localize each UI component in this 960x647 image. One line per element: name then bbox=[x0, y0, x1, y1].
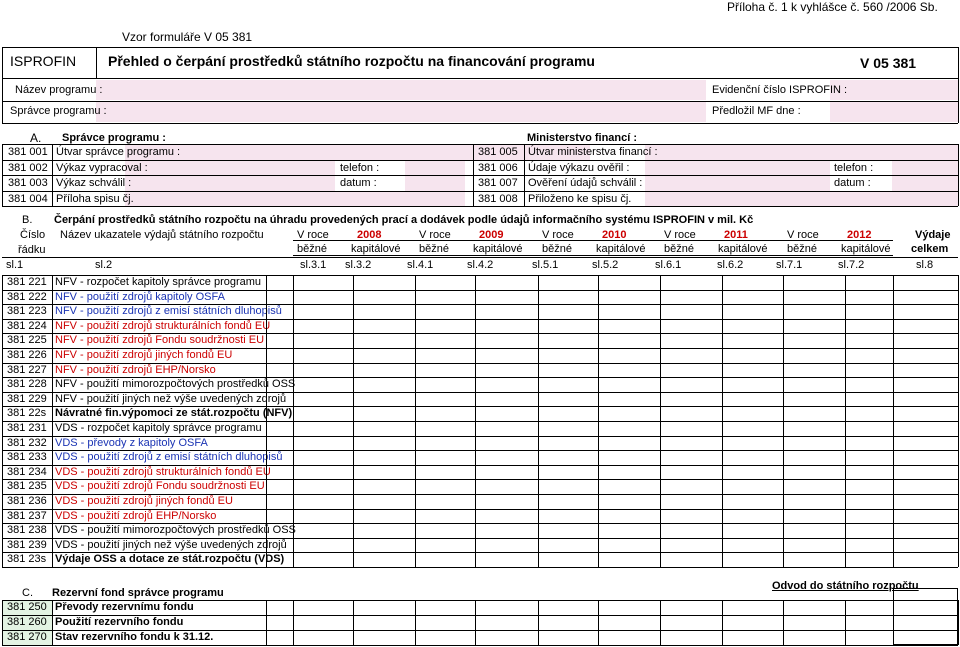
year-value: 2010 bbox=[602, 229, 627, 241]
year-value: 2009 bbox=[479, 229, 504, 241]
transfer-box[interactable] bbox=[893, 588, 958, 645]
total-cell[interactable] bbox=[893, 509, 958, 524]
section-a-code: 381 008 bbox=[478, 192, 518, 205]
system-name: ISPROFIN bbox=[10, 53, 77, 69]
row-label: VDS - použití zdrojů strukturálních fondů EU bbox=[55, 465, 271, 478]
section-a-code: 381 002 bbox=[8, 161, 48, 174]
total-cell[interactable] bbox=[893, 304, 958, 319]
total-cell[interactable] bbox=[893, 319, 958, 334]
row-label: NFV - použití zdrojů kapitoly OSFA bbox=[55, 290, 225, 303]
page-title: Přehled o čerpání prostředků státního rozpočtu na financování programu bbox=[108, 53, 595, 69]
sub-kapitalove: kapitálové bbox=[351, 243, 401, 255]
section-a-label: Výkaz vypracoval : bbox=[56, 161, 148, 174]
section-a-extra-field[interactable] bbox=[405, 160, 465, 176]
row-label: VDS - použití zdrojů jiných fondů EU bbox=[55, 495, 233, 507]
row-label: NFV - použití jiných než výše uvedených zdrojů bbox=[55, 392, 287, 405]
year-value: 2008 bbox=[357, 229, 382, 241]
total-cell[interactable] bbox=[893, 436, 958, 451]
section-a-left-title: Správce programu : bbox=[62, 132, 166, 144]
section-a-left-field[interactable] bbox=[125, 175, 335, 191]
evidence-no-label: Evidenční číslo ISPROFIN : bbox=[712, 84, 848, 96]
name-header: Název ukazatele výdajů státního rozpočtu bbox=[60, 229, 264, 241]
row-code: 381 231 bbox=[7, 422, 47, 434]
row-code: 381 239 bbox=[7, 538, 47, 551]
row-code: 381 224 bbox=[7, 319, 47, 332]
column-number: sl.2 bbox=[95, 259, 113, 271]
section-a-right-field[interactable] bbox=[645, 191, 958, 207]
row-code: 381 226 bbox=[7, 349, 47, 361]
total-cell[interactable] bbox=[893, 479, 958, 494]
submitted-field[interactable] bbox=[830, 102, 958, 122]
section-a-label: Příloha spisu čj. bbox=[56, 192, 134, 205]
row-label: NFV - použití zdrojů z emisí státních dluhopisů bbox=[55, 305, 282, 318]
row-code: 381 270 bbox=[7, 631, 47, 643]
row-code: 381 232 bbox=[7, 436, 47, 449]
section-a-label: Ověření údajů schválil : bbox=[528, 177, 643, 189]
form-template: Vzor formuláře V 05 381 bbox=[122, 30, 253, 44]
column-number: sl.4.2 bbox=[467, 259, 494, 271]
column-number: sl.4.1 bbox=[407, 259, 434, 271]
section-a-left-field[interactable] bbox=[125, 160, 335, 176]
row-code: 381 238 bbox=[7, 524, 47, 537]
section-a-label: Útvar ministerstva financí : bbox=[528, 146, 658, 158]
total-cell[interactable] bbox=[893, 290, 958, 305]
row-code: 381 227 bbox=[7, 363, 47, 376]
section-a-label: Přiloženo ke spisu čj. bbox=[528, 192, 632, 205]
sub-bezne: běžné bbox=[419, 243, 449, 255]
total-cell[interactable] bbox=[893, 465, 958, 480]
section-a-label: Útvar správce programu : bbox=[56, 146, 181, 158]
row-label: VDS - převody z kapitoly OSFA bbox=[55, 436, 208, 449]
row-label: NFV - použití mimorozpočtových prostředků OSS bbox=[55, 378, 296, 391]
row-label: Stav rezervního fondu k 31.12. bbox=[55, 631, 214, 643]
sub-kapitalove: kapitálové bbox=[473, 243, 523, 255]
column-number: sl.6.1 bbox=[655, 259, 682, 271]
column-number: sl.3.2 bbox=[345, 259, 372, 271]
row-label: VDS - použití zdrojů z emisí státních dluhopisů bbox=[55, 451, 283, 464]
section-a-right-field[interactable] bbox=[645, 160, 830, 176]
row-code: 381 222 bbox=[7, 290, 47, 303]
row-label: VDS - rozpočet kapitoly správce programu bbox=[55, 422, 262, 434]
section-a-code: 381 003 bbox=[8, 177, 48, 189]
row-label: NFV - rozpočet kapitoly správce programu bbox=[55, 276, 262, 288]
section-b-title: Čerpání prostředků státního rozpočtu na úhradu provedených prací a dodávek podle údajů informačního systému ISPROFIN v mil. Kč bbox=[54, 214, 754, 226]
row-code: 381 223 bbox=[7, 305, 47, 318]
row-label: NFV - použití zdrojů EHP/Norsko bbox=[55, 363, 216, 376]
section-a-extra-field[interactable] bbox=[405, 175, 465, 191]
section-a-extra-label: telefon : bbox=[834, 161, 874, 174]
total-cell[interactable] bbox=[893, 494, 958, 509]
year-prefix: V roce bbox=[419, 229, 451, 241]
row-label: VDS - použití zdrojů EHP/Norsko bbox=[55, 509, 217, 522]
section-a-right-field[interactable] bbox=[645, 175, 830, 191]
row-code: 381 236 bbox=[7, 495, 47, 507]
year-prefix: V roce bbox=[542, 229, 574, 241]
section-a-extra-label: telefon : bbox=[340, 161, 380, 174]
total-cell[interactable] bbox=[893, 538, 958, 553]
section-c-title: Rezervní fond správce programu bbox=[52, 587, 224, 599]
sub-kapitalove: kapitálové bbox=[596, 243, 646, 255]
sub-bezne: běžné bbox=[297, 243, 327, 255]
section-a-extra-field[interactable] bbox=[892, 160, 958, 176]
row-label: VDS - použití mimorozpočtových prostředků OSS bbox=[55, 524, 296, 537]
row-label: Návratné fin.výpomoci ze stát.rozpočtu (NFV) bbox=[55, 407, 293, 420]
row-code: 381 225 bbox=[7, 334, 47, 347]
column-number: sl.7.2 bbox=[838, 259, 865, 271]
section-a-right-title: Ministerstvo financí : bbox=[527, 132, 638, 144]
sub-kapitalove: kapitálové bbox=[841, 243, 891, 255]
total-cell[interactable] bbox=[893, 421, 958, 436]
row-code: 381 22s bbox=[7, 407, 47, 420]
row-label: NFV - použití zdrojů jiných fondů EU bbox=[55, 349, 233, 361]
row-label: Převody rezervnímu fondu bbox=[55, 601, 194, 613]
attachment-note: Příloha č. 1 k vyhlášce č. 560 /2006 Sb. bbox=[727, 0, 938, 14]
vydaje-header: Výdaje bbox=[915, 229, 951, 241]
section-a-extra-field[interactable] bbox=[892, 175, 958, 191]
row-label: Výdaje OSS a dotace ze stát.rozpočtu (VDS) bbox=[55, 553, 285, 566]
row-label: Použití rezervního fondu bbox=[55, 616, 184, 628]
row-label: VDS - použití jiných než výše uvedených zdrojů bbox=[55, 538, 287, 551]
row-code: 381 233 bbox=[7, 451, 47, 464]
total-cell[interactable] bbox=[893, 450, 958, 465]
row-code: 381 235 bbox=[7, 480, 47, 493]
column-number: sl.5.2 bbox=[592, 259, 619, 271]
section-a-extra-label: datum : bbox=[340, 177, 377, 189]
section-b-letter: B. bbox=[22, 214, 33, 226]
total-cell[interactable] bbox=[893, 552, 958, 567]
year-prefix: V roce bbox=[787, 229, 819, 241]
year-value: 2011 bbox=[724, 229, 748, 241]
row-code: 381 229 bbox=[7, 392, 47, 405]
section-a-label: Výkaz schválil : bbox=[56, 177, 132, 189]
year-value: 2012 bbox=[847, 229, 872, 241]
column-number: sl.3.1 bbox=[300, 259, 327, 271]
total-cell[interactable] bbox=[893, 377, 958, 392]
section-a-left-field[interactable] bbox=[125, 191, 465, 207]
section-a-left-field[interactable] bbox=[125, 144, 590, 160]
total-cell[interactable] bbox=[893, 406, 958, 421]
section-a-extra-label: datum : bbox=[834, 177, 871, 189]
row-label: VDS - použití zdrojů Fondu soudržnosti EU bbox=[55, 480, 265, 493]
total-cell[interactable] bbox=[893, 392, 958, 407]
section-a-code: 381 005 bbox=[478, 146, 518, 158]
section-a-code: 381 007 bbox=[478, 177, 518, 189]
column-number: sl.8 bbox=[916, 259, 934, 271]
row-label: NFV - použití zdrojů Fondu soudržnosti EU bbox=[55, 334, 265, 347]
total-cell[interactable] bbox=[893, 348, 958, 363]
administrator-field[interactable] bbox=[96, 102, 706, 122]
row-code: 381 23s bbox=[7, 553, 47, 566]
year-prefix: V roce bbox=[297, 229, 329, 241]
radku-header: řádku bbox=[18, 244, 46, 256]
administrator-label: Správce programu : bbox=[10, 105, 107, 117]
program-name-label: Název programu : bbox=[15, 84, 103, 96]
section-a-right-field[interactable] bbox=[645, 144, 958, 160]
section-a-letter: A. bbox=[30, 131, 42, 145]
section-a-code: 381 001 bbox=[8, 146, 48, 158]
sub-bezne: běžné bbox=[787, 243, 817, 255]
submitted-label: Předložil MF dne : bbox=[712, 105, 801, 117]
form-code: V 05 381 bbox=[860, 55, 917, 71]
evidence-no-field[interactable] bbox=[830, 80, 958, 100]
row-code: 381 234 bbox=[7, 465, 47, 478]
section-a-label: Údaje výkazu ověřil : bbox=[528, 161, 630, 174]
column-number: sl.6.2 bbox=[717, 259, 744, 271]
row-code: 381 221 bbox=[7, 276, 47, 288]
sub-bezne: běžné bbox=[542, 243, 572, 255]
sub-bezne: běžné bbox=[664, 243, 694, 255]
total-cell[interactable] bbox=[893, 363, 958, 378]
section-a-code: 381 004 bbox=[8, 192, 48, 205]
row-label: NFV - použití zdrojů strukturálních fondů EU bbox=[55, 319, 271, 332]
year-prefix: V roce bbox=[664, 229, 696, 241]
sub-kapitalove: kapitálové bbox=[718, 243, 768, 255]
total-cell[interactable] bbox=[893, 333, 958, 348]
column-number: sl.7.1 bbox=[776, 259, 803, 271]
column-number: sl.5.1 bbox=[532, 259, 559, 271]
section-c-letter: C. bbox=[22, 587, 33, 599]
column-number: sl.1 bbox=[6, 259, 24, 271]
row-code: 381 250 bbox=[7, 601, 47, 613]
row-code: 381 260 bbox=[7, 616, 47, 628]
section-a-code: 381 006 bbox=[478, 161, 518, 174]
vydaje-header-2: celkem bbox=[911, 243, 949, 255]
row-code: 381 237 bbox=[7, 509, 47, 522]
total-cell[interactable] bbox=[893, 523, 958, 538]
total-cell[interactable] bbox=[893, 275, 958, 290]
cislo-header: Číslo bbox=[20, 229, 46, 241]
program-name-field[interactable] bbox=[96, 80, 706, 100]
row-code: 381 228 bbox=[7, 378, 47, 391]
transfer-label: Odvod do státního rozpočtu bbox=[772, 580, 919, 592]
